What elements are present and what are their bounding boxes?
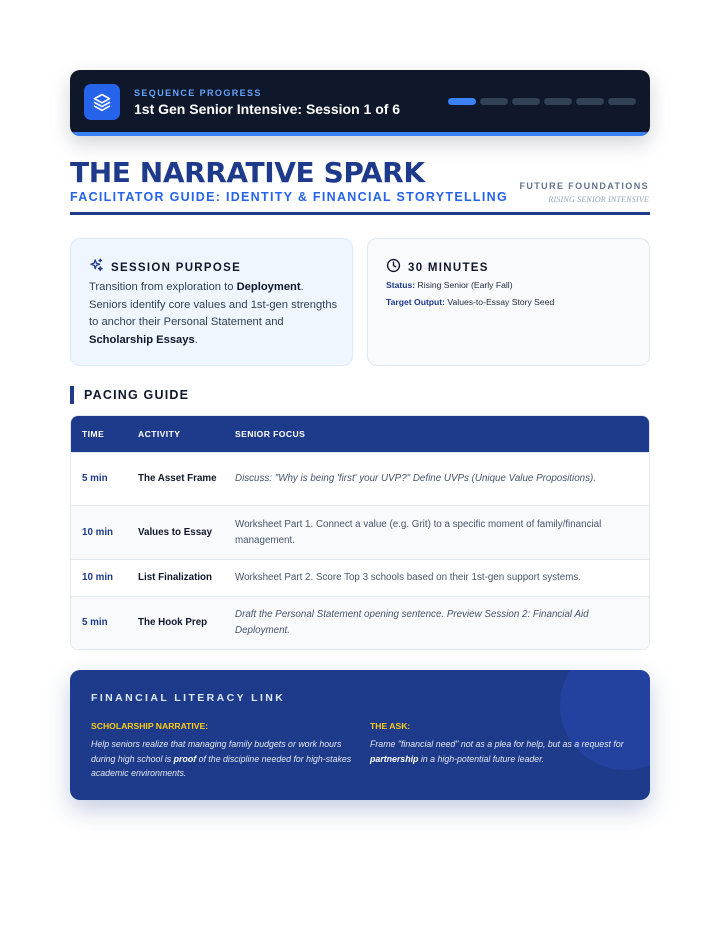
- target-output-value: Values-to-Essay Story Seed: [447, 297, 555, 307]
- progress-segment: [608, 98, 636, 105]
- section-accent-bar: [70, 386, 74, 404]
- session-duration-header: [386, 258, 489, 278]
- fin-text-part: Help seniors realize that managing family budgets or work hours during high school is: [91, 739, 342, 764]
- scholarship-narrative-heading: SCHOLARSHIP NARRATIVE:: [91, 721, 209, 731]
- page-title: THE NARRATIVE SPARK: [70, 156, 425, 189]
- row-activity: Values to Essay: [138, 526, 213, 538]
- fin-emphasis: proof: [173, 753, 197, 764]
- row-focus: Worksheet Part 1. Connect a value (e.g. Grit) to a specific moment of family/financial management.: [235, 518, 602, 546]
- stacked-layers-icon: [84, 84, 120, 120]
- the-ask-column: [370, 721, 632, 766]
- status-key: Status:: [386, 280, 416, 290]
- clock-icon: [386, 258, 401, 278]
- progress-title: 1st Gen Senior Intensive: Session 1 of 6: [134, 101, 401, 117]
- progress-segment: [512, 98, 540, 105]
- row-time: 5 min: [82, 473, 108, 484]
- session-purpose-text: [89, 279, 341, 349]
- fin-text-part: of the discipline needed for high-stakes academic environments.: [91, 753, 352, 778]
- pacing-guide-heading: [70, 386, 189, 404]
- target-output-key: Target Output:: [386, 297, 446, 307]
- table-header-row: [71, 416, 649, 452]
- session-purpose-card: [70, 238, 353, 366]
- session-progress-indicator: [448, 98, 636, 105]
- financial-literacy-card: [70, 670, 650, 800]
- row-activity: List Finalization: [138, 572, 213, 583]
- fin-text-part: Frame "financial need" not as a plea for help, but as a request for: [370, 739, 624, 749]
- page-subtitle: FACILITATOR GUIDE: IDENTITY & FINANCIAL STORYTELLING: [70, 190, 508, 204]
- column-header-time: TIME: [82, 429, 105, 439]
- progress-segment: [448, 98, 476, 105]
- row-focus: Discuss: "Why is being 'first' your UVP?" Define UVPs (Unique Value Propositions).: [235, 473, 596, 484]
- session-purpose-label: SESSION PURPOSE: [111, 262, 242, 274]
- fin-text-part: in a high-potential future leader.: [418, 753, 545, 764]
- status-row: [386, 280, 513, 290]
- progress-segment: [544, 98, 572, 105]
- progress-eyebrow: SEQUENCE PROGRESS: [134, 88, 262, 98]
- financial-literacy-title: FINANCIAL LITERACY LINK: [91, 692, 286, 704]
- the-ask-text: [370, 737, 632, 766]
- table-row: [71, 559, 649, 596]
- org-program: RISING SENIOR INTENSIVE: [548, 195, 649, 204]
- row-focus: Draft the Personal Statement opening sentence. Preview Session 2: Financial Aid Deployment.: [235, 609, 589, 636]
- purpose-emphasis: Deployment: [236, 281, 301, 293]
- table-row: [71, 596, 649, 649]
- the-ask-heading: THE ASK:: [370, 721, 411, 731]
- session-duration-label: 30 MINUTES: [408, 262, 489, 274]
- column-header-focus: SENIOR FOCUS: [235, 429, 306, 439]
- session-duration-card: [367, 238, 650, 366]
- progress-segment: [480, 98, 508, 105]
- row-focus: Worksheet Part 2. Score Top 3 schools based on their 1st-gen support systems.: [235, 572, 581, 583]
- sparkle-icon: [89, 258, 104, 278]
- fin-emphasis: partnership: [370, 753, 419, 764]
- purpose-emphasis: Scholarship Essays: [89, 333, 195, 346]
- title-divider: [70, 212, 650, 215]
- row-activity: The Asset Frame: [138, 473, 217, 484]
- pacing-guide-label: PACING GUIDE: [84, 388, 190, 402]
- purpose-text-part: . Seniors identify core values and 1st-gen strengths to anchor their Personal Statement and: [89, 281, 338, 328]
- row-activity: The Hook Prep: [138, 617, 208, 628]
- session-purpose-header: [89, 258, 241, 278]
- target-output-row: [386, 297, 554, 307]
- column-header-activity: ACTIVITY: [138, 429, 181, 439]
- sequence-progress-banner: [70, 70, 650, 136]
- row-time: 10 min: [82, 572, 114, 583]
- table-row: [71, 452, 649, 505]
- purpose-text-part: Transition from exploration to: [89, 281, 237, 293]
- row-time: 10 min: [82, 526, 114, 538]
- pacing-table: [70, 415, 650, 650]
- org-name: FUTURE FOUNDATIONS: [519, 181, 649, 191]
- scholarship-narrative-text: [91, 737, 353, 781]
- purpose-text-part: .: [194, 333, 198, 346]
- progress-segment: [576, 98, 604, 105]
- scholarship-narrative-column: [91, 721, 353, 781]
- status-value: Rising Senior (Early Fall): [417, 280, 513, 290]
- table-row: [71, 505, 649, 559]
- row-time: 5 min: [82, 617, 108, 628]
